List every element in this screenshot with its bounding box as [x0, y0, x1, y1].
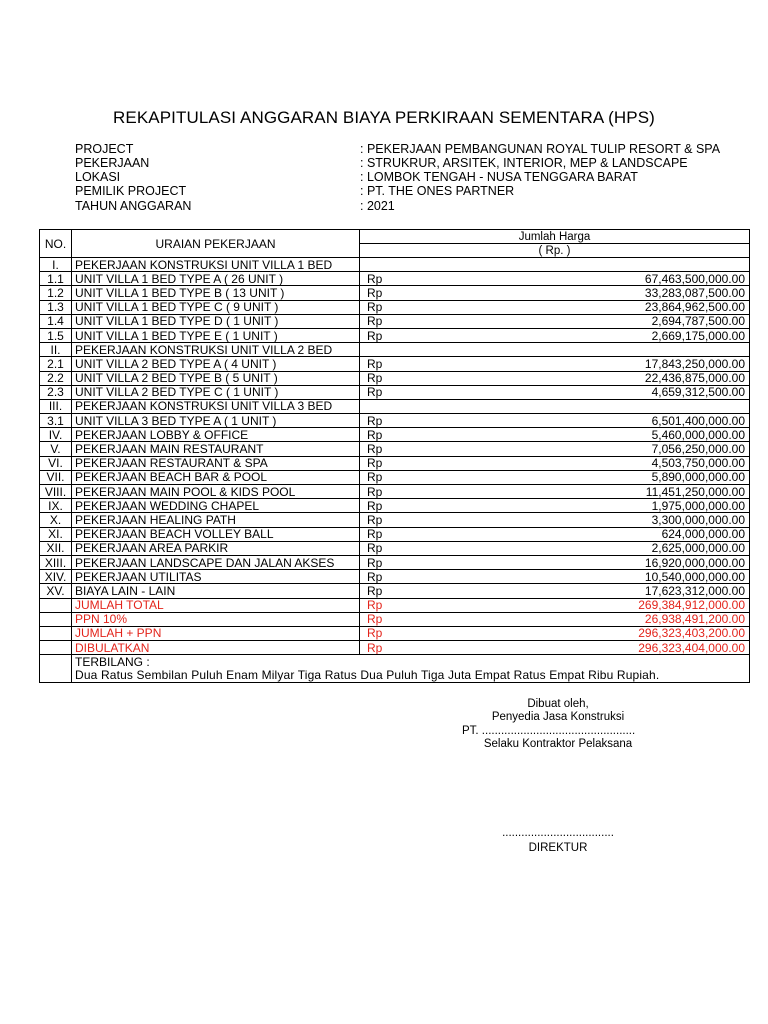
currency: Rp [360, 300, 460, 314]
info-value: : LOMBOK TENGAH - NUSA TENGGARA BARAT [360, 170, 638, 184]
table-row [40, 314, 750, 328]
info-value: : PT. THE ONES PARTNER [360, 184, 515, 198]
row-description: PEKERJAAN KONSTRUKSI UNIT VILLA 1 BED [72, 258, 360, 272]
penyedia-jasa: Penyedia Jasa Konstruksi [491, 711, 625, 723]
table-row [40, 470, 750, 484]
row-description: UNIT VILLA 1 BED TYPE E ( 1 UNIT ) [72, 328, 360, 342]
row-number: IX. [40, 499, 72, 513]
info-row-pekerjaan [0, 156, 768, 171]
row-number: I. [40, 258, 72, 272]
header-jumlah: Jumlah Harga [360, 230, 750, 244]
terbilang-text-row [40, 668, 750, 683]
table-row [40, 584, 750, 598]
currency: Rp [360, 428, 460, 442]
amount: 296,323,404,000.00 [460, 641, 750, 655]
header-no: NO. [40, 230, 72, 258]
amount: 6,501,400,000.00 [460, 414, 750, 428]
row-description: UNIT VILLA 2 BED TYPE C ( 1 UNIT ) [72, 385, 360, 399]
totals-label: DIBULATKAN [72, 641, 360, 655]
table-row [40, 570, 750, 584]
currency: Rp [360, 385, 460, 399]
amount: 33,283,087,500.00 [460, 286, 750, 300]
table-row [40, 300, 750, 314]
table-row [40, 371, 750, 385]
currency: Rp [360, 414, 460, 428]
currency: Rp [360, 570, 460, 584]
row-number: III. [40, 399, 72, 413]
amount: 17,843,250,000.00 [460, 357, 750, 371]
totals-label: PPN 10% [72, 612, 360, 626]
empty-amount-cell [360, 258, 750, 272]
table-row [40, 541, 750, 555]
row-number: 3.1 [40, 414, 72, 428]
table-body [40, 258, 750, 599]
currency: Rp [360, 641, 460, 655]
totals-row [40, 598, 750, 612]
row-number: X. [40, 513, 72, 527]
section-row [40, 258, 750, 272]
currency: Rp [360, 598, 460, 612]
totals-label: JUMLAH TOTAL [72, 598, 360, 612]
row-number: V. [40, 442, 72, 456]
row-description: PEKERJAAN LANDSCAPE DAN JALAN AKSES [72, 555, 360, 569]
amount: 5,890,000,000.00 [460, 470, 750, 484]
totals-row [40, 626, 750, 640]
table-row [40, 499, 750, 513]
row-description: UNIT VILLA 3 BED TYPE A ( 1 UNIT ) [72, 414, 360, 428]
row-number: IV. [40, 428, 72, 442]
currency: Rp [360, 470, 460, 484]
currency: Rp [360, 442, 460, 456]
row-description: UNIT VILLA 2 BED TYPE A ( 4 UNIT ) [72, 357, 360, 371]
amount: 2,669,175,000.00 [460, 328, 750, 342]
row-description: PEKERJAAN UTILITAS [72, 570, 360, 584]
row-number: II. [40, 343, 72, 357]
row-number: XI. [40, 527, 72, 541]
amount: 10,540,000,000.00 [460, 570, 750, 584]
row-description: PEKERJAAN BEACH VOLLEY BALL [72, 527, 360, 541]
table-row [40, 357, 750, 371]
currency: Rp [360, 357, 460, 371]
row-number: VII. [40, 470, 72, 484]
info-value: : STRUKRUR, ARSITEK, INTERIOR, MEP & LANDSCAPE [360, 156, 688, 170]
currency: Rp [360, 612, 460, 626]
table-row [40, 456, 750, 470]
info-value: : 2021 [360, 199, 395, 213]
amount: 269,384,912,000.00 [460, 598, 750, 612]
amount: 23,864,962,500.00 [460, 300, 750, 314]
info-label: TAHUN ANGGARAN [75, 199, 192, 213]
totals-row [40, 641, 750, 655]
amount: 4,659,312,500.00 [460, 385, 750, 399]
row-description: PEKERJAAN RESTAURANT & SPA [72, 456, 360, 470]
empty-amount-cell [360, 343, 750, 357]
table-row [40, 272, 750, 286]
row-description: PEKERJAAN MAIN RESTAURANT [72, 442, 360, 456]
info-label: PEKERJAAN [75, 156, 150, 170]
amount: 2,625,000,000.00 [460, 541, 750, 555]
amount: 1,975,000,000.00 [460, 499, 750, 513]
budget-table [39, 229, 750, 683]
row-description: PEKERJAAN KONSTRUKSI UNIT VILLA 2 BED [72, 343, 360, 357]
table-row [40, 442, 750, 456]
currency: Rp [360, 541, 460, 555]
amount: 16,920,000,000.00 [460, 555, 750, 569]
amount: 296,323,403,200.00 [460, 626, 750, 640]
amount: 3,300,000,000.00 [460, 513, 750, 527]
empty-amount-cell [360, 399, 750, 413]
row-description: PEKERJAAN AREA PARKIR [72, 541, 360, 555]
header-unit: ( Rp. ) [360, 244, 750, 258]
amount: 4,503,750,000.00 [460, 456, 750, 470]
currency: Rp [360, 527, 460, 541]
row-description: UNIT VILLA 1 BED TYPE D ( 1 UNIT ) [72, 314, 360, 328]
row-description: UNIT VILLA 1 BED TYPE B ( 13 UNIT ) [72, 286, 360, 300]
info-row-project [0, 142, 768, 157]
row-description: PEKERJAAN BEACH BAR & POOL [72, 470, 360, 484]
row-number: XV. [40, 584, 72, 598]
info-label: PEMILIK PROJECT [75, 184, 187, 198]
row-number: VI. [40, 456, 72, 470]
terbilang-label: TERBILANG : [72, 655, 750, 669]
table-row [40, 385, 750, 399]
table-row [40, 328, 750, 342]
amount: 22,436,875,000.00 [460, 371, 750, 385]
row-number: 1.1 [40, 272, 72, 286]
selaku-kontraktor: Selaku Kontraktor Pelaksana [483, 738, 633, 750]
table-row [40, 286, 750, 300]
totals-body [40, 598, 750, 683]
currency: Rp [360, 371, 460, 385]
row-description: UNIT VILLA 2 BED TYPE B ( 5 UNIT ) [72, 371, 360, 385]
row-description: PEKERJAAN MAIN POOL & KIDS POOL [72, 485, 360, 499]
row-number: XIII. [40, 555, 72, 569]
row-number: 1.2 [40, 286, 72, 300]
amount: 17,623,312,000.00 [460, 584, 750, 598]
currency: Rp [360, 499, 460, 513]
table-header-row [40, 230, 750, 244]
row-number: XIV. [40, 570, 72, 584]
table-row [40, 513, 750, 527]
signature-line: ................................... [502, 827, 614, 839]
table-row [40, 485, 750, 499]
pt-line: PT. ................................................ [462, 725, 636, 737]
row-description: UNIT VILLA 1 BED TYPE C ( 9 UNIT ) [72, 300, 360, 314]
amount: 26,938,491,200.00 [460, 612, 750, 626]
currency: Rp [360, 513, 460, 527]
amount: 624,000,000.00 [460, 527, 750, 541]
row-description: BIAYA LAIN - LAIN [72, 584, 360, 598]
table-row [40, 414, 750, 428]
row-number: 1.3 [40, 300, 72, 314]
section-row [40, 399, 750, 413]
row-description: PEKERJAAN LOBBY & OFFICE [72, 428, 360, 442]
row-number: VIII. [40, 485, 72, 499]
info-label: LOKASI [75, 170, 121, 184]
amount: 67,463,500,000.00 [460, 272, 750, 286]
currency: Rp [360, 485, 460, 499]
row-description: PEKERJAAN HEALING PATH [72, 513, 360, 527]
info-value: : PEKERJAAN PEMBANGUNAN ROYAL TULIP RESORT & SPA [360, 142, 721, 156]
totals-row [40, 612, 750, 626]
table-row [40, 428, 750, 442]
table-row [40, 527, 750, 541]
dibuat-oleh: Dibuat oleh, [527, 698, 589, 710]
currency: Rp [360, 626, 460, 640]
amount: 5,460,000,000.00 [460, 428, 750, 442]
currency: Rp [360, 286, 460, 300]
header-uraian: URAIAN PEKERJAAN [72, 230, 360, 258]
totals-label: JUMLAH + PPN [72, 626, 360, 640]
currency: Rp [360, 456, 460, 470]
currency: Rp [360, 272, 460, 286]
amount: 11,451,250,000.00 [460, 485, 750, 499]
section-row [40, 343, 750, 357]
info-row-tahun [0, 199, 768, 214]
row-number: XII. [40, 541, 72, 555]
terbilang-label-row [40, 655, 750, 669]
amount: 2,694,787,500.00 [460, 314, 750, 328]
info-row-lokasi [0, 170, 768, 185]
terbilang-text: Dua Ratus Sembilan Puluh Enam Milyar Tiga Ratus Dua Puluh Tiga Juta Empat Ratus Empat Ribu Rupiah. [72, 668, 750, 683]
row-description: PEKERJAAN WEDDING CHAPEL [72, 499, 360, 513]
row-number: 1.5 [40, 328, 72, 342]
row-number: 1.4 [40, 314, 72, 328]
info-row-pemilik [0, 184, 768, 199]
currency: Rp [360, 555, 460, 569]
document-title: REKAPITULASI ANGGARAN BIAYA PERKIRAAN SEMENTARA (HPS) [113, 108, 655, 127]
table-row [40, 555, 750, 569]
row-description: UNIT VILLA 1 BED TYPE A ( 26 UNIT ) [72, 272, 360, 286]
currency: Rp [360, 314, 460, 328]
currency: Rp [360, 584, 460, 598]
currency: Rp [360, 328, 460, 342]
row-number: 2.2 [40, 371, 72, 385]
info-label: PROJECT [75, 142, 134, 156]
jabatan-direktur: DIREKTUR [528, 842, 588, 854]
row-number: 2.1 [40, 357, 72, 371]
amount: 7,056,250,000.00 [460, 442, 750, 456]
row-description: PEKERJAAN KONSTRUKSI UNIT VILLA 3 BED [72, 399, 360, 413]
row-number: 2.3 [40, 385, 72, 399]
